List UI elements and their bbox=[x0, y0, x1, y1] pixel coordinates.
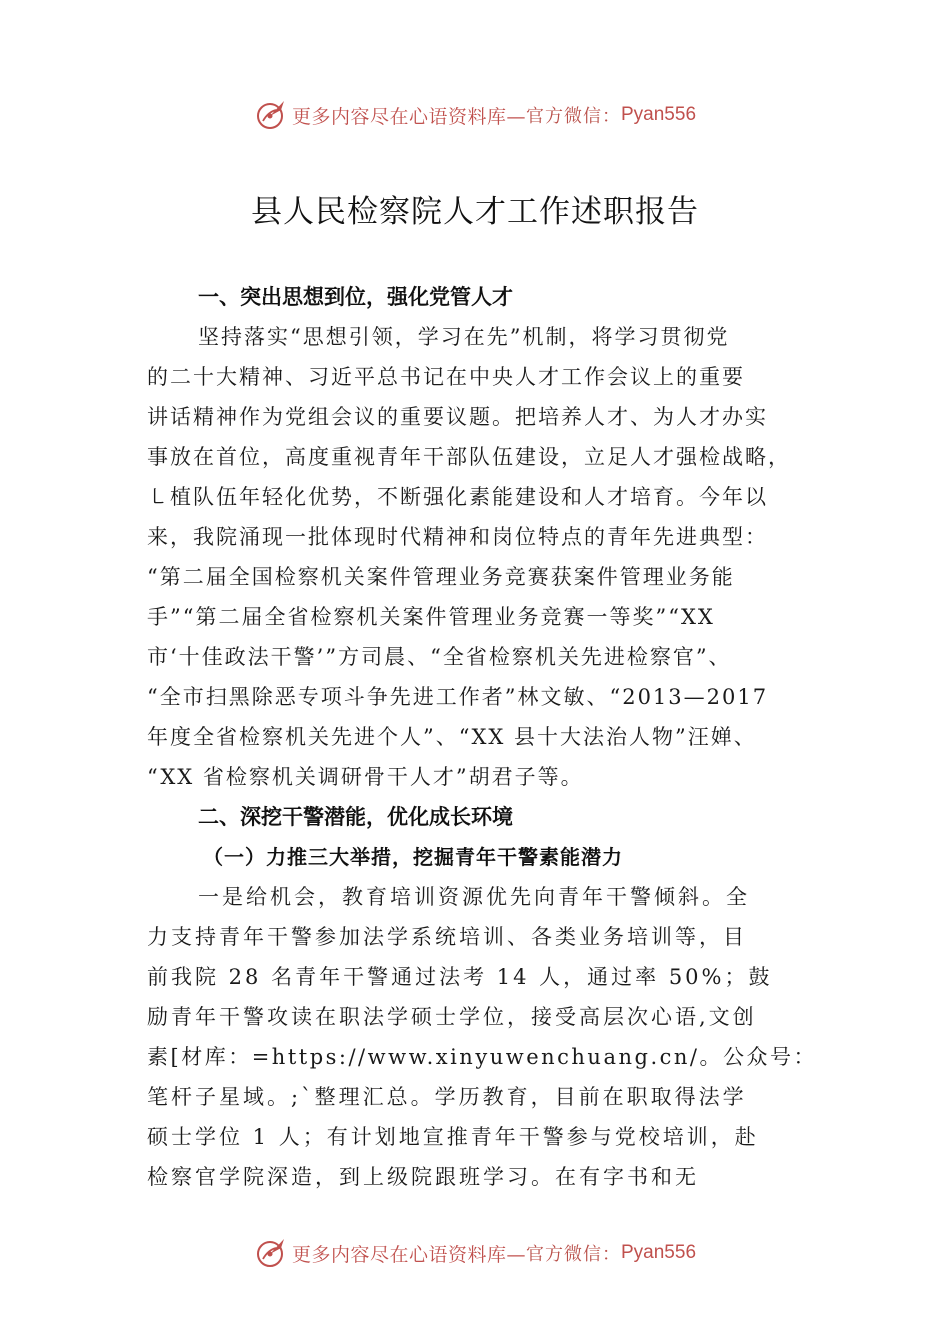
paragraph-line: “XX 省检察机关调研骨干人才”胡君子等。 bbox=[147, 765, 584, 789]
section-2-subheading: （一）力推三大举措，挖掘青年干警素能潜力 bbox=[203, 845, 623, 869]
quill-logo-icon bbox=[254, 1236, 288, 1270]
section-1-paragraph bbox=[147, 317, 819, 797]
watermark-banner-top bbox=[0, 93, 950, 137]
paragraph-line: 讲话精神作为党组会议的重要议题。把培养人才、为人才办实 bbox=[147, 405, 768, 429]
paragraph-line: 素[材库：=https://www.xinyuwenchuang.cn/。公众号： bbox=[147, 1045, 817, 1069]
paragraph-line: 年度全省检察机关先进个人”、“XX 县十大法治人物”汪婵、 bbox=[147, 725, 757, 749]
paragraph-line: “第二届全国检察机关案件管理业务竞赛获案件管理业务能 bbox=[147, 565, 735, 589]
paragraph-line: 手”“第二届全省检察机关案件管理业务竞赛一等奖”“XX bbox=[147, 605, 715, 629]
paragraph-line: ㇄植队伍年轻化优势，不断强化素能建设和人才培育。今年以 bbox=[147, 485, 768, 509]
watermark-wechat-id: Pyan556 bbox=[621, 1242, 697, 1263]
paragraph-line: 前我院 28 名青年干警通过法考 14 人，通过率 50%；鼓 bbox=[147, 965, 773, 989]
watermark-wechat-label: 官方微信： bbox=[526, 106, 621, 127]
watermark-banner-bottom bbox=[0, 1231, 950, 1275]
document-title: 县人民检察院人才工作述职报告 bbox=[251, 194, 699, 230]
watermark-wechat-id: Pyan556 bbox=[621, 104, 697, 125]
paragraph-line: 的二十大精神、习近平总书记在中央人才工作会议上的重要 bbox=[147, 365, 745, 389]
paragraph-line: 事放在首位，高度重视青年干部队伍建设，立足人才强检战略， bbox=[147, 445, 791, 469]
section-2-paragraph bbox=[147, 877, 819, 1197]
section-2-heading: 二、深挖干警潜能，优化成长环境 bbox=[198, 805, 513, 829]
watermark-wechat-label: 官方微信： bbox=[526, 1244, 621, 1265]
paragraph-line: 力支持青年干警参加法学系统培训、各类业务培训等，目 bbox=[147, 925, 747, 949]
quill-logo-icon bbox=[254, 98, 288, 132]
document-body bbox=[147, 277, 819, 1197]
paragraph-line: 市‘十佳政法干警’”方司晨、“全省检察机关先进检察官”、 bbox=[147, 645, 732, 669]
section-1-heading: 一、突出思想到位，强化党管人才 bbox=[198, 285, 513, 309]
paragraph-line: 坚持落实“思想引领，学习在先”机制，将学习贯彻党 bbox=[198, 325, 730, 349]
paragraph-line: “全市扫黑除恶专项斗争先进工作者”林文敏、“2013—2017 bbox=[147, 685, 769, 709]
paragraph-line: 检察官学院深造，到上级院跟班学习。在有字书和无 bbox=[147, 1165, 699, 1189]
paragraph-line: 一是给机会，教育培训资源优先向青年干警倾斜。全 bbox=[198, 885, 750, 909]
watermark-text: 更多内容尽在心语资料库— bbox=[291, 105, 526, 128]
paragraph-line: 笔杆子星域。;`整理汇总。学历教育，目前在职取得法学 bbox=[147, 1085, 747, 1109]
paragraph-line: 硕士学位 1 人；有计划地宣推青年干警参与党校培训，赴 bbox=[147, 1125, 759, 1149]
paragraph-line: 来，我院涌现一批体现时代精神和岗位特点的青年先进典型： bbox=[147, 525, 768, 549]
watermark-text: 更多内容尽在心语资料库— bbox=[291, 1243, 526, 1266]
paragraph-line: 励青年干警攻读在职法学硕士学位，接受高层次心语,文创 bbox=[147, 1005, 757, 1029]
